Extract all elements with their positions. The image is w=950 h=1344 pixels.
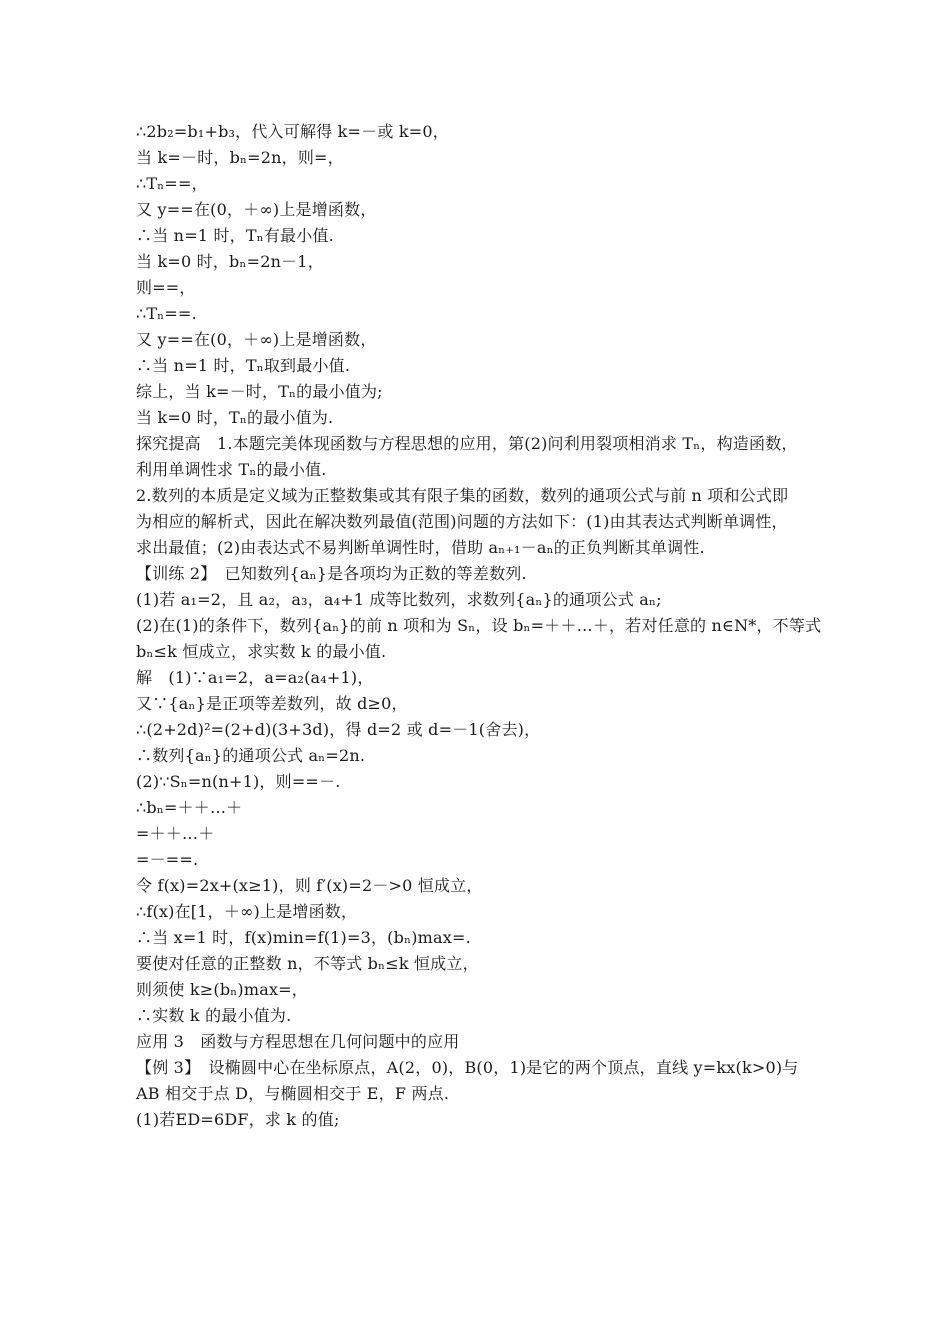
text-line: =＋＋…＋ xyxy=(136,824,215,843)
text-line: 当 k=－时，bₙ=2n，则=， xyxy=(136,148,344,167)
text-line: (1)若ED=6DF，求 k 的值; xyxy=(136,1110,340,1129)
text-line: 令 f(x)=2x+(x≥1)，则 f′(x)=2－>0 恒成立， xyxy=(136,876,483,895)
text-line: ∴实数 k 的最小值为. xyxy=(136,1006,292,1025)
text-line: 为相应的解析式，因此在解决数列最值(范围)问题的方法如下：(1)由其表达式判断单调性， xyxy=(136,512,788,531)
text-line: ∴(2+2d)²=(2+d)(3+3d)，得 d=2 或 d=－1(舍去)， xyxy=(136,720,541,739)
text-line: ∴2b₂=b₁+b₃，代入可解得 k=－或 k=0， xyxy=(136,122,449,141)
example-heading: 【例 3】 设椭圆中心在坐标原点，A(2，0)，B(0，1)是它的两个顶点，直线 y=kx(k>0)与 xyxy=(136,1058,799,1077)
text-line: ∴bₙ=＋＋…＋ xyxy=(136,798,243,817)
text-line: (2)∵Sₙ=n(n+1)，则==－. xyxy=(136,772,341,791)
text-line: (2)在(1)的条件下，数列{aₙ}的前 n 项和为 Sₙ，设 bₙ=＋＋…＋，若对任意的 n∈N*，不等式 xyxy=(136,616,822,635)
text-line: 又 y==在(0，＋∞)上是增函数， xyxy=(136,330,377,349)
section-heading: 应用 3 函数与方程思想在几何问题中的应用 xyxy=(136,1032,460,1051)
text-line: ∴当 x=1 时，f(x)min=f(1)=3，(bₙ)max=. xyxy=(136,928,471,947)
text-line: 则==， xyxy=(136,278,196,297)
text-line: ∴当 n=1 时，Tₙ取到最小值. xyxy=(136,356,351,375)
text-line: bₙ≤k 恒成立，求实数 k 的最小值. xyxy=(136,642,387,661)
text-line: 则须使 k≥(bₙ)max=， xyxy=(136,980,308,999)
text-line: 要使对任意的正整数 n，不等式 bₙ≤k 恒成立， xyxy=(136,954,479,973)
text-line: 2.数列的本质是定义域为正整数集或其有限子集的函数，数列的通项公式与前 n 项和公式即 xyxy=(136,486,789,505)
text-line: 综上，当 k=－时，Tₙ的最小值为; xyxy=(136,382,383,401)
text-line: 又 y==在(0，＋∞)上是增函数， xyxy=(136,200,377,219)
solution-line: 解 (1)∵a₁=2，a=a₂(a₄+1)， xyxy=(136,668,374,687)
section-note: 探究提高 1.本题完美体现函数与方程思想的应用，第(2)问利用裂项相消求 Tₙ，构造函数， xyxy=(136,434,798,453)
text-line: ∴Tₙ==， xyxy=(136,174,208,193)
document-body xyxy=(136,119,822,1133)
text-line: (1)若 a₁=2，且 a₂，a₃，a₄+1 成等比数列，求数列{aₙ}的通项公式 aₙ; xyxy=(136,590,662,609)
text-line: AB 相交于点 D，与椭圆相交于 E，F 两点. xyxy=(136,1084,450,1103)
text-line: ∴Tₙ==. xyxy=(136,304,197,323)
text-line: 当 k=0 时，Tₙ的最小值为. xyxy=(136,408,334,427)
text-line: ∴f(x)在[1，＋∞)上是增函数， xyxy=(136,902,358,921)
exercise-heading: 【训练 2】 已知数列{aₙ}是各项均为正数的等差数列. xyxy=(136,564,527,583)
text-line: 又∵{aₙ}是正项等差数列，故 d≥0， xyxy=(136,694,408,713)
text-line: 求出最值；(2)由表达式不易判断单调性时，借助 aₙ₊₁－aₙ的正负判断其单调性. xyxy=(136,538,705,557)
text-line: 当 k=0 时，bₙ=2n－1， xyxy=(136,252,324,271)
text-line: =－==. xyxy=(136,850,199,869)
text-line: 利用单调性求 Tₙ的最小值. xyxy=(136,460,327,479)
text-line: ∴当 n=1 时，Tₙ有最小值. xyxy=(136,226,334,245)
text-line: ∴数列{aₙ}的通项公式 aₙ=2n. xyxy=(136,746,366,765)
